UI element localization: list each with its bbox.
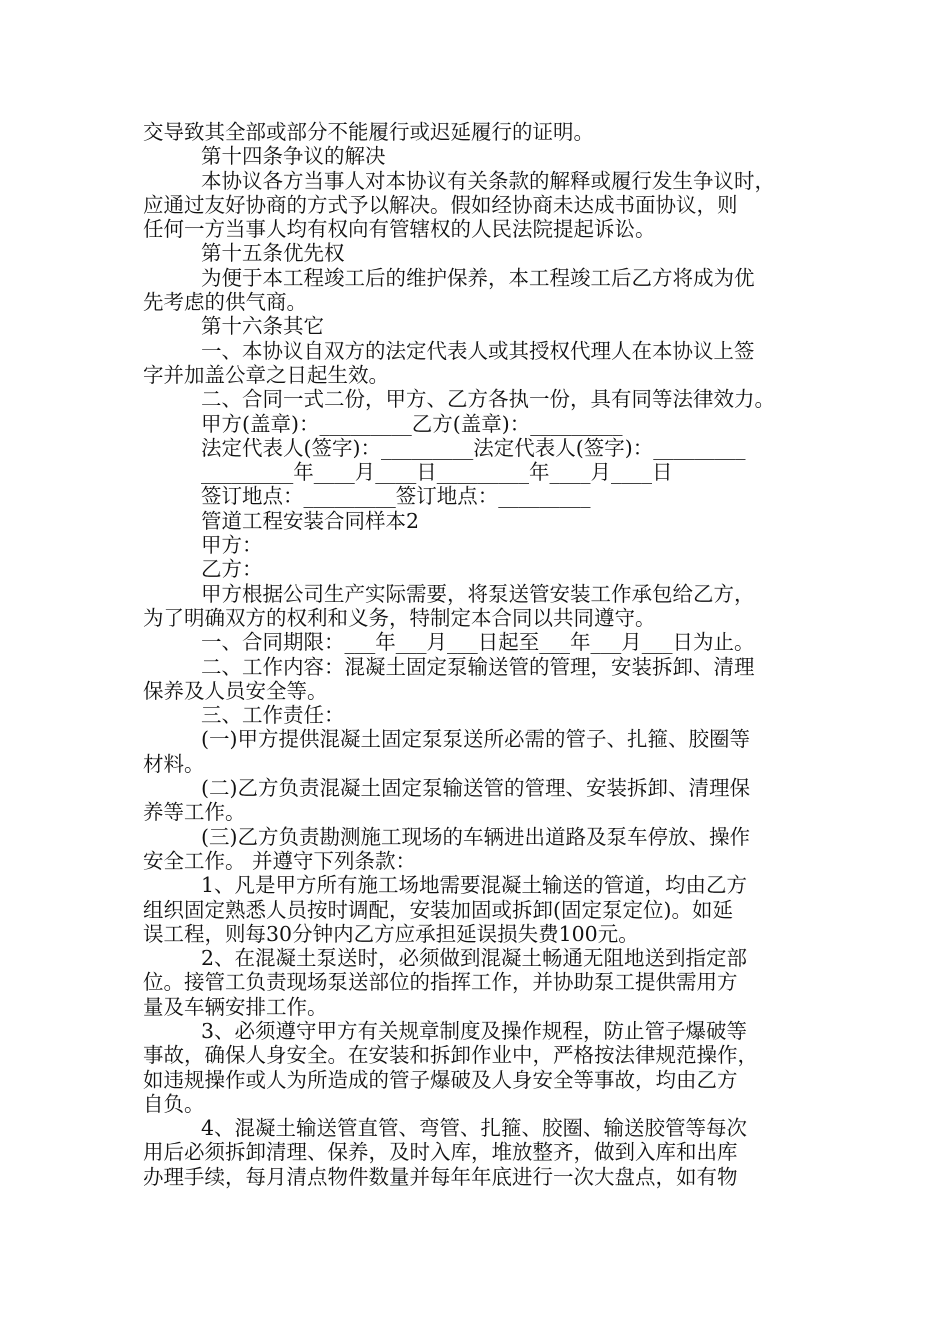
document-line: 1、凡是甲方所有施工场地需要混凝土输送的管道，均由乙方 [201, 873, 748, 898]
document-line: 应通过友好协商的方式予以解决。假如经协商未达成书面协议，则 [143, 192, 738, 217]
document-line: 量及车辆安排工作。 [143, 994, 328, 1019]
document-line: 二、合同一式二份，甲方、乙方各执一份，具有同等法律效力。 [201, 387, 775, 412]
document-line: 签订地点：_________签订地点：_________ [201, 484, 591, 509]
document-line: 第十六条其它 [201, 314, 324, 339]
document-line: 第十四条争议的解决 [201, 144, 386, 169]
document-line: 一、合同期限：___年___月___日起至___年___月___日为止。 [201, 630, 755, 655]
document-line: 任何一方当事人均有权向有管辖权的人民法院提起诉讼。 [143, 217, 656, 242]
document-page [143, 120, 813, 1189]
document-line: 办理手续，每月清点物件数量并每年年底进行一次大盘点，如有物 [143, 1164, 738, 1189]
document-line: 2、在混凝土泵送时，必须做到混凝土畅通无阻地送到指定部 [201, 946, 748, 971]
document-line: 为便于本工程竣工后的维护保养，本工程竣工后乙方将成为优 [201, 265, 755, 290]
document-line: 二、工作内容：混凝土固定泵输送管的管理，安装拆卸、清理 [201, 654, 755, 679]
document-line: 乙方： [201, 557, 263, 582]
document-line: (一)甲方提供混凝土固定泵泵送所必需的管子、扎箍、胶圈等 [201, 727, 750, 752]
document-line: 事故，确保人身安全。在安装和拆卸作业中，严格按法律规范操作， [143, 1043, 758, 1068]
document-line: 如违规操作或人为所造成的管子爆破及人身安全等事故，均由乙方 [143, 1067, 738, 1092]
document-line: (二)乙方负责混凝土固定泵输送管的管理、安装拆卸、清理保 [201, 776, 750, 801]
document-line: _________年____月____日_________年____月____日 [201, 460, 673, 485]
document-line: 养等工作。 [143, 800, 246, 825]
document-line: 4、混凝土输送管直管、弯管、扎箍、胶圈、输送胶管等每次 [201, 1116, 748, 1141]
document-line: 甲方(盖章)：_________乙方(盖章)：_________ [201, 411, 623, 436]
document-line: 安全工作。 并遵守下列条款： [143, 848, 417, 873]
document-line: 材料。 [143, 751, 205, 776]
document-line: 先考虑的供气商。 [143, 290, 307, 315]
document-line: 法定代表人(签字)：_________法定代表人(签字)：_________ [201, 435, 746, 460]
document-line: 误工程，则每30分钟内乙方应承担延误损失费100元。 [143, 921, 639, 946]
document-line: 字并加盖公章之日起生效。 [143, 362, 389, 387]
document-line: 自负。 [143, 1091, 205, 1116]
document-line: 位。接管工负责现场泵送部位的指挥工作，并协助泵工提供需用方 [143, 970, 738, 995]
document-line: 三、工作责任： [201, 703, 345, 728]
document-line: 交导致其全部或部分不能履行或迟延履行的证明。 [143, 120, 594, 144]
document-line: 用后必须拆卸清理、保养，及时入库，堆放整齐，做到入库和出库 [143, 1140, 738, 1165]
document-line: 一、本协议自双方的法定代表人或其授权代理人在本协议上签 [201, 338, 755, 363]
document-line: 保养及人员安全等。 [143, 678, 328, 703]
document-line: 本协议各方当事人对本协议有关条款的解释或履行发生争议时， [201, 168, 775, 193]
document-line: 为了明确双方的权利和义务，特制定本合同以共同遵守。 [143, 605, 656, 630]
document-line: 第十五条优先权 [201, 241, 345, 266]
document-line: 管道工程安装合同样本2 [201, 508, 420, 533]
document-line: 甲方根据公司生产实际需要，将泵送管安装工作承包给乙方， [201, 581, 755, 606]
document-line: 3、必须遵守甲方有关规章制度及操作规程，防止管子爆破等 [201, 1018, 748, 1043]
document-line: (三)乙方负责勘测施工现场的车辆进出道路及泵车停放、操作 [201, 824, 750, 849]
document-line: 组织固定熟悉人员按时调配，安装加固或拆卸(固定泵定位)。如延 [143, 897, 733, 922]
document-line: 甲方： [201, 533, 263, 558]
